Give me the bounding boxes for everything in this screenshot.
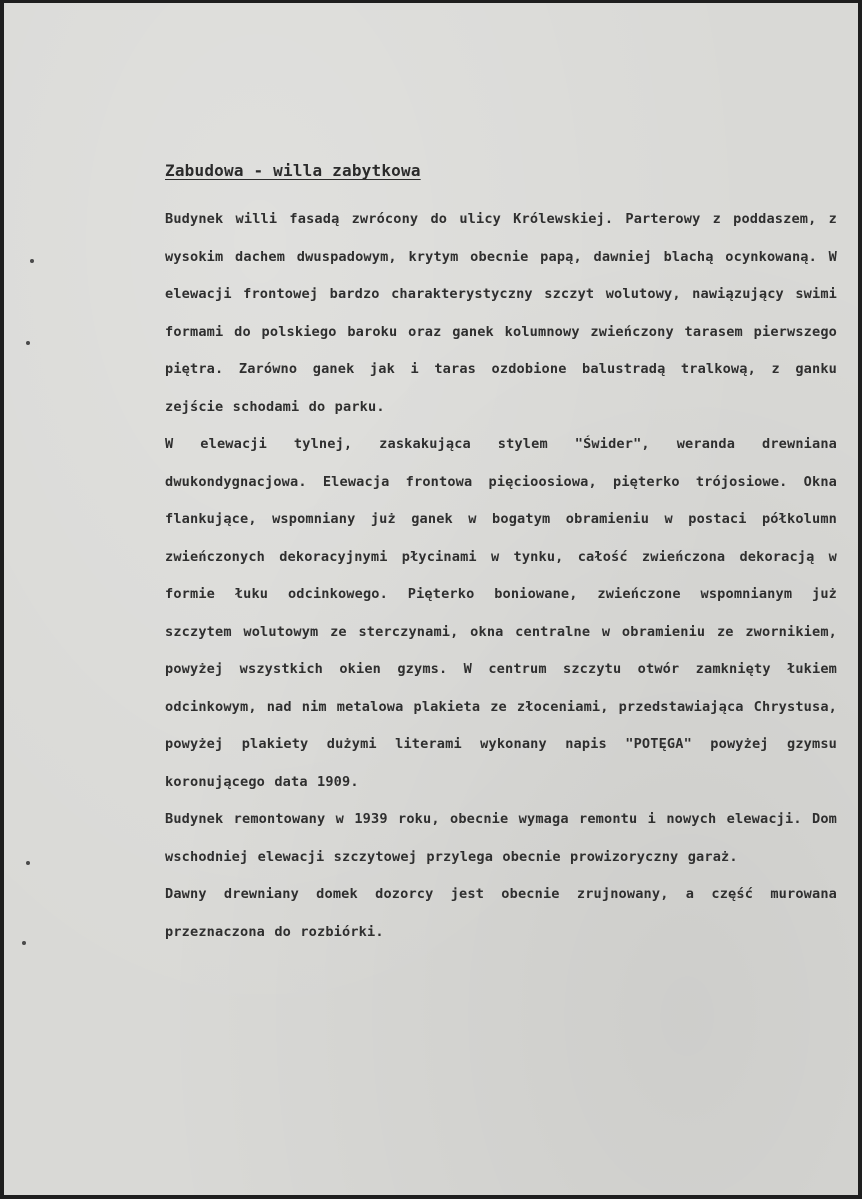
paragraph-renovation: Budynek remontowany w 1939 roku, obecnie wymaga remontu i nowych elewacji. Dom wschodniej elewacji szczytowej przylega obecnie prowizoryczny garaż. (165, 811, 837, 865)
paragraph-caretaker-house: Dawny drewniany domek dozorcy jest obecnie zrujnowany, a część murowana przeznaczona do rozbiórki. (165, 886, 837, 940)
typewritten-page (4, 3, 858, 1195)
punch-mark (26, 341, 30, 345)
punch-mark (26, 861, 30, 865)
paragraph-building-description: Budynek willi fasadą zwrócony do ulicy Królewskiej. Parterowy z poddaszem, z wysokim dachem dwuspadowym, krytym obecnie papą, dawniej blachą ocynkowaną. W elewacji frontowej bardzo charakterystyczny szczyt wolutowy, nawiązujący swimi formami do polskiego baroku oraz ganek kolumnowy zwieńczony tarasem pierwszego piętra. Zarówno ganek jak i taras ozdobione balustradą tralkową, z ganku zejście schodami do parku. (165, 211, 837, 415)
document-heading: Zabudowa - willa zabytkowa (165, 161, 421, 180)
punch-mark (22, 941, 26, 945)
document-body (165, 201, 837, 951)
paragraph-elevations: W elewacji tylnej, zaskakująca stylem "Świder", weranda drewniana dwukondygnacjowa. Elewacja frontowa pięcioosiowa, pięterko trójosiowe. Okna flankujące, wspomniany już ganek w bogatym obramieniu w postaci półkolumn zwieńczonych dekoracyjnymi płycinami w tynku, całość zwieńczona dekoracją w formie łuku odcinkowego. Pięterko boniowane, zwieńczone wspomnianym już szczytem wolutowym ze sterczynami, okna centralne w obramieniu ze zwornikiem, powyżej wszystkich okien gzyms. W centrum szczytu otwór zamknięty łukiem odcinkowym, nad nim metalowa plakieta ze złoceniami, przedstawiająca Chrystusa, powyżej plakiety dużymi literami wykonany napis "POTĘGA" powyżej gzymsu koronującego data 1909. (165, 436, 837, 790)
punch-mark (30, 259, 34, 263)
